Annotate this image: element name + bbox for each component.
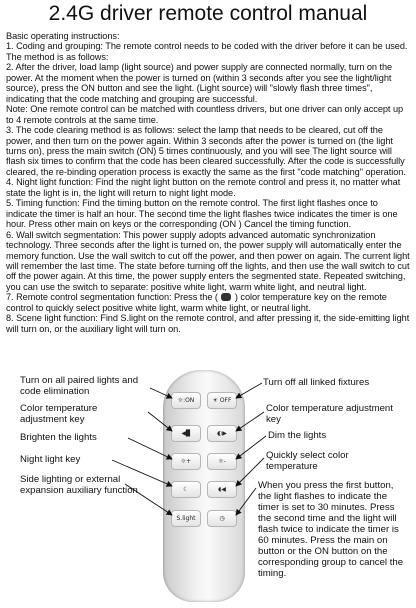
dim-button[interactable]: ☼- [207, 453, 237, 470]
label-color-temperature-right: Color temperature adjustment key [266, 403, 393, 425]
instruction-1: 1. Coding and grouping: The remote control needs to be coded with the driver before it can be used. The method is as follows: [6, 41, 408, 62]
remote-control-image [163, 370, 245, 602]
instruction-heading: Basic operating instructions: [6, 31, 120, 41]
instruction-3: 3. The code clearing method is as follows: select the lamp that needs to be cleared, cut off the power, and then turn on the power again. Within 3 seconds after the power is turned on (the light turns on), press the main switch (ON) 5 times continuously, and you will see The light source will flash six times to confirm that the code has been cleared successfully. After the code is successfully cleared, the re-binding operation process is exactly the same as the first "code matching" operation. [6, 125, 406, 177]
quick-select-button[interactable]: ◖◀ [207, 481, 237, 498]
instruction-5: 5. Timing function: Find the timing button on the remote control. The first light flashes once to indicate the timer is half an hour. The second time the light flashes twice indicates the timer is one hour. Press other main on keys or the corresponding (ON ) Cancel the timing function. [6, 198, 398, 230]
instruction-8: 8. Scene light function: Find S.light on the remote control, and after pressing it, the side-emitting light will turn on, or the auxiliary light will turn on. [6, 313, 410, 334]
color-temperature-button[interactable]: ◀▉ [171, 425, 201, 442]
label-side-lighting: Side lighting or external expansion auxiliary function [20, 474, 138, 496]
instruction-4: 4. Night light function: Find the night light button on the remote control and press it, no matter what state the light is in, the light will return to night light mode. [6, 177, 401, 198]
color-temperature-quick-button[interactable]: ◐▶ [207, 425, 237, 442]
label-dim: Dim the lights [268, 430, 327, 441]
label-turn-on-all: Turn on all paired lights and code elimination [20, 375, 139, 397]
instructions-text [6, 31, 410, 334]
instruction-7 [6, 292, 410, 313]
label-quick-color: Quickly select color temperature [266, 450, 349, 472]
brighten-button[interactable]: ☼+ [171, 453, 201, 470]
label-color-temperature-left: Color temperature adjustment key [20, 403, 98, 425]
night-light-button[interactable]: ☾ [171, 481, 201, 498]
label-timer-help: When you press the first button, the light flashes to indicate the timer is set to 30 minutes. Press the second time and the light will flash twice to indicate the timer is 60 minutes. Press the main on button or the ON button on the corresponding group to cancel the timing. [258, 480, 404, 579]
instruction-7-before: 7. Remote control segmentation function: Press the ( [6, 292, 221, 303]
instruction-6: 6. Wall switch segmentation: This power supply adopts advanced automatic synchronization technology. Three seconds after the light is turned on, the power supply will automatically enter the memory function. Use the wall switch to cut off the power, and then power on again. The current light will remember the last time. The state before turning off the lights, and then use the wall switch to cut off the power again. At this time, the power supply enters the segmented state. Repeated switching, you can use the switch to separate: positive white light, warm white light, and neutral light. [6, 229, 410, 292]
label-brighten: Brighten the lights [20, 432, 97, 443]
slight-button[interactable]: S.light [171, 510, 201, 527]
on-button[interactable]: ☼:ON [171, 392, 201, 409]
label-night-light: Night light key [20, 454, 81, 465]
color-temperature-key-icon [221, 293, 231, 301]
instruction-note: Note: One remote control can be matched with countless drivers, but one driver can only accept up to 4 remote controls at the same time. [6, 104, 404, 125]
label-turn-off-all: Turn off all linked fixtures [263, 377, 370, 388]
instruction-2: 2. After the driver, load lamp (light source) and power supply are connected normally, turn on the power. At the moment when the power is turned on (within 3 seconds after you see the light/light source), press the ON button and see the light. (Light source) will "slowly flash three times", indicating that the code matching and grouping are successful. [6, 62, 393, 104]
instruction-7-after: ) color temperature key on the remote control to quickly select positive white light, warm white light, or neutral light. [6, 292, 387, 313]
off-button[interactable]: ☀ OFF [207, 392, 237, 409]
page-title: 2.4G driver remote control manual [48, 2, 368, 25]
timer-button[interactable]: ◷ [207, 510, 237, 527]
